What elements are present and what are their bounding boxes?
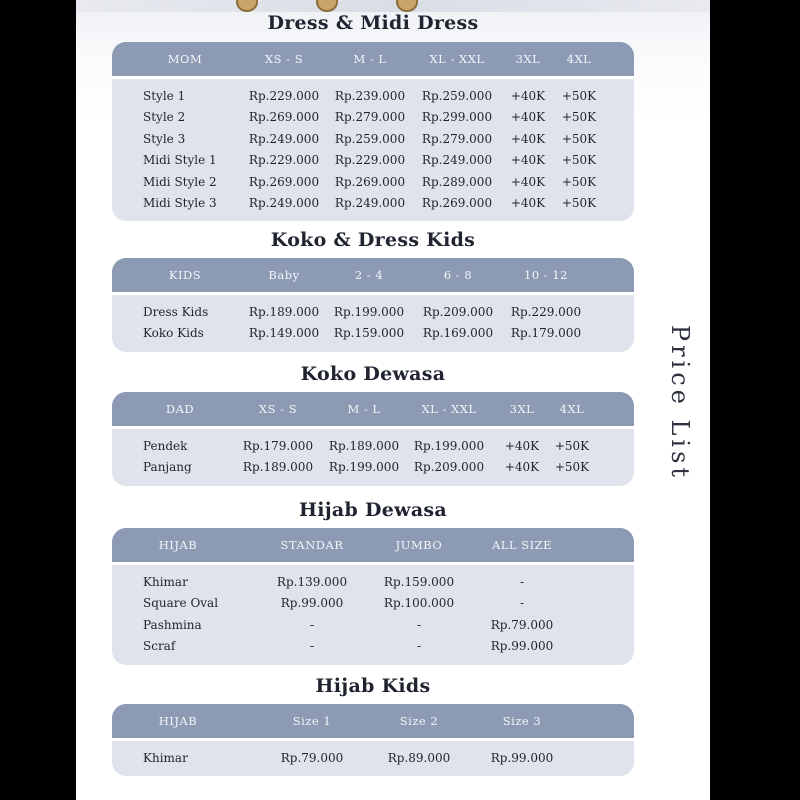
- item-name: Koko Kids: [143, 326, 204, 341]
- price-cell: -: [309, 617, 315, 632]
- table-row: [112, 436, 634, 457]
- price-cell: Rp.199.000: [333, 305, 405, 319]
- column-header: XL - XXL: [429, 52, 485, 66]
- price-cell: +40K: [510, 131, 546, 146]
- table-row: [112, 86, 634, 107]
- price-cell: +50K: [561, 110, 597, 125]
- section-dress-midi: [112, 10, 634, 221]
- table-row: [112, 107, 634, 128]
- column-header: Baby: [268, 268, 300, 282]
- column-header: STANDAR: [280, 538, 344, 552]
- price-cell: Rp.289.000: [421, 174, 493, 189]
- price-cell: Rp.259.000: [334, 131, 406, 146]
- table-row: [112, 172, 634, 193]
- price-cell: Rp.79.000: [490, 617, 554, 632]
- column-header: DAD: [165, 402, 195, 416]
- column-header: XS - S: [264, 52, 304, 66]
- price-cell: Rp.229.000: [510, 305, 582, 319]
- item-name: Style 3: [143, 131, 186, 146]
- price-cell: Rp.269.000: [334, 174, 406, 189]
- price-cell: -: [519, 575, 525, 589]
- column-header: MOM: [167, 52, 203, 66]
- price-cell: +50K: [554, 460, 590, 475]
- table-row: [112, 150, 634, 171]
- table-header: [112, 258, 634, 292]
- price-table: [112, 42, 634, 221]
- price-cell: +40K: [510, 110, 546, 125]
- table-row: [112, 193, 634, 214]
- price-cell: Rp.89.000: [387, 751, 451, 765]
- item-name: Pendek: [143, 439, 188, 453]
- item-name: Midi Style 1: [143, 153, 217, 168]
- section-hijab-kids: [112, 673, 634, 776]
- column-header: Size 2: [399, 714, 439, 728]
- column-header: 3XL: [509, 402, 535, 416]
- price-cell: Rp.199.000: [413, 439, 485, 453]
- table-row: [112, 457, 634, 478]
- price-cell: -: [416, 639, 422, 654]
- column-header: 10 - 12: [524, 268, 568, 282]
- price-list-page: [76, 0, 710, 800]
- price-cell: Rp.199.000: [328, 460, 400, 475]
- item-name: Panjang: [143, 460, 192, 475]
- item-name: Pashmina: [143, 617, 202, 632]
- section-title: Hijab Kids: [315, 675, 431, 697]
- price-list-vertical-title: [650, 318, 710, 488]
- table-header: [112, 392, 634, 426]
- price-cell: Rp.239.000: [334, 89, 406, 103]
- item-name: Style 1: [143, 89, 186, 103]
- column-header: 2 - 4: [354, 268, 384, 282]
- table-row: [112, 748, 634, 769]
- table-row: [112, 302, 634, 323]
- price-table: [112, 704, 634, 776]
- item-name: Midi Style 2: [143, 174, 217, 189]
- price-cell: +40K: [504, 439, 540, 453]
- price-cell: Rp.229.000: [248, 153, 320, 168]
- price-cell: Rp.179.000: [510, 326, 582, 341]
- price-cell: +40K: [510, 195, 546, 210]
- price-cell: +50K: [561, 89, 597, 103]
- price-cell: Rp.229.000: [334, 153, 406, 168]
- price-cell: Rp.279.000: [421, 131, 493, 146]
- price-cell: -: [519, 596, 525, 611]
- section-hijab-dewasa: [112, 497, 634, 665]
- price-table: [112, 392, 634, 486]
- price-cell: Rp.249.000: [334, 195, 406, 210]
- price-cell: +40K: [510, 89, 546, 103]
- price-cell: +50K: [561, 153, 597, 168]
- item-name: Style 2: [143, 110, 186, 125]
- price-cell: +50K: [554, 439, 590, 453]
- price-cell: Rp.249.000: [248, 195, 320, 210]
- price-cell: Rp.100.000: [383, 596, 455, 611]
- price-cell: +50K: [561, 195, 597, 210]
- section-title: Koko & Dress Kids: [270, 229, 476, 251]
- price-cell: Rp.269.000: [248, 110, 320, 125]
- price-cell: Rp.179.000: [242, 439, 314, 453]
- price-cell: -: [309, 639, 315, 654]
- table-header: [112, 42, 634, 76]
- column-header: M - L: [347, 402, 381, 416]
- item-name: Khimar: [143, 751, 188, 765]
- column-header: 4XL: [566, 52, 592, 66]
- section-title: Hijab Dewasa: [298, 499, 448, 521]
- column-header: XS - S: [258, 402, 298, 416]
- column-header: HIJAB: [158, 714, 198, 728]
- price-cell: Rp.229.000: [248, 89, 320, 103]
- table-row: [112, 615, 634, 636]
- column-header: JUMBO: [395, 538, 443, 552]
- price-cell: +40K: [504, 460, 540, 475]
- price-cell: Rp.169.000: [422, 326, 494, 341]
- table-row: [112, 593, 634, 614]
- item-name: Khimar: [143, 575, 188, 589]
- price-cell: Rp.209.000: [422, 305, 494, 319]
- column-header: KIDS: [168, 268, 202, 282]
- price-cell: +50K: [561, 174, 597, 189]
- price-cell: Rp.139.000: [276, 575, 348, 589]
- price-table: [112, 258, 634, 352]
- column-header: M - L: [353, 52, 387, 66]
- price-cell: Rp.189.000: [328, 439, 400, 453]
- price-cell: Rp.209.000: [413, 460, 485, 475]
- section-title: Koko Dewasa: [300, 363, 446, 385]
- side-title-text: Price List: [666, 324, 694, 482]
- price-cell: Rp.99.000: [490, 751, 554, 765]
- column-header: HIJAB: [158, 538, 198, 552]
- column-header: XL - XXL: [421, 402, 477, 416]
- price-cell: Rp.279.000: [334, 110, 406, 125]
- section-koko-dewasa: [112, 361, 634, 486]
- price-table: [112, 528, 634, 665]
- section-koko-dress-kids: [112, 227, 634, 352]
- price-cell: Rp.99.000: [490, 639, 554, 654]
- price-cell: Rp.269.000: [421, 195, 493, 210]
- table-row: [112, 572, 634, 593]
- price-cell: Rp.189.000: [242, 460, 314, 475]
- column-header: 4XL: [559, 402, 585, 416]
- item-name: Midi Style 3: [143, 195, 217, 210]
- price-cell: +40K: [510, 153, 546, 168]
- price-cell: Rp.249.000: [421, 153, 493, 168]
- item-name: Square Oval: [143, 596, 219, 611]
- price-cell: Rp.299.000: [421, 110, 493, 125]
- price-cell: +50K: [561, 131, 597, 146]
- price-cell: Rp.249.000: [248, 131, 320, 146]
- column-header: 3XL: [515, 52, 541, 66]
- price-cell: +40K: [510, 174, 546, 189]
- price-cell: Rp.259.000: [421, 89, 493, 103]
- price-cell: -: [416, 617, 422, 632]
- price-cell: Rp.149.000: [248, 326, 320, 341]
- section-title: Dress & Midi Dress: [267, 12, 479, 34]
- column-header: 6 - 8: [443, 268, 473, 282]
- price-cell: Rp.159.000: [383, 575, 455, 589]
- price-cell: Rp.99.000: [280, 596, 344, 611]
- price-cell: Rp.79.000: [280, 751, 344, 765]
- item-name: Dress Kids: [143, 305, 209, 319]
- table-header: [112, 528, 634, 562]
- table-row: [112, 323, 634, 344]
- table-row: [112, 636, 634, 657]
- price-cell: Rp.189.000: [248, 305, 320, 319]
- table-row: [112, 129, 634, 150]
- column-header: Size 3: [502, 714, 542, 728]
- column-header: Size 1: [292, 714, 332, 728]
- table-header: [112, 704, 634, 738]
- column-header: ALL SIZE: [491, 538, 553, 552]
- price-cell: Rp.269.000: [248, 174, 320, 189]
- item-name: Scraf: [143, 639, 176, 654]
- price-cell: Rp.159.000: [333, 326, 405, 341]
